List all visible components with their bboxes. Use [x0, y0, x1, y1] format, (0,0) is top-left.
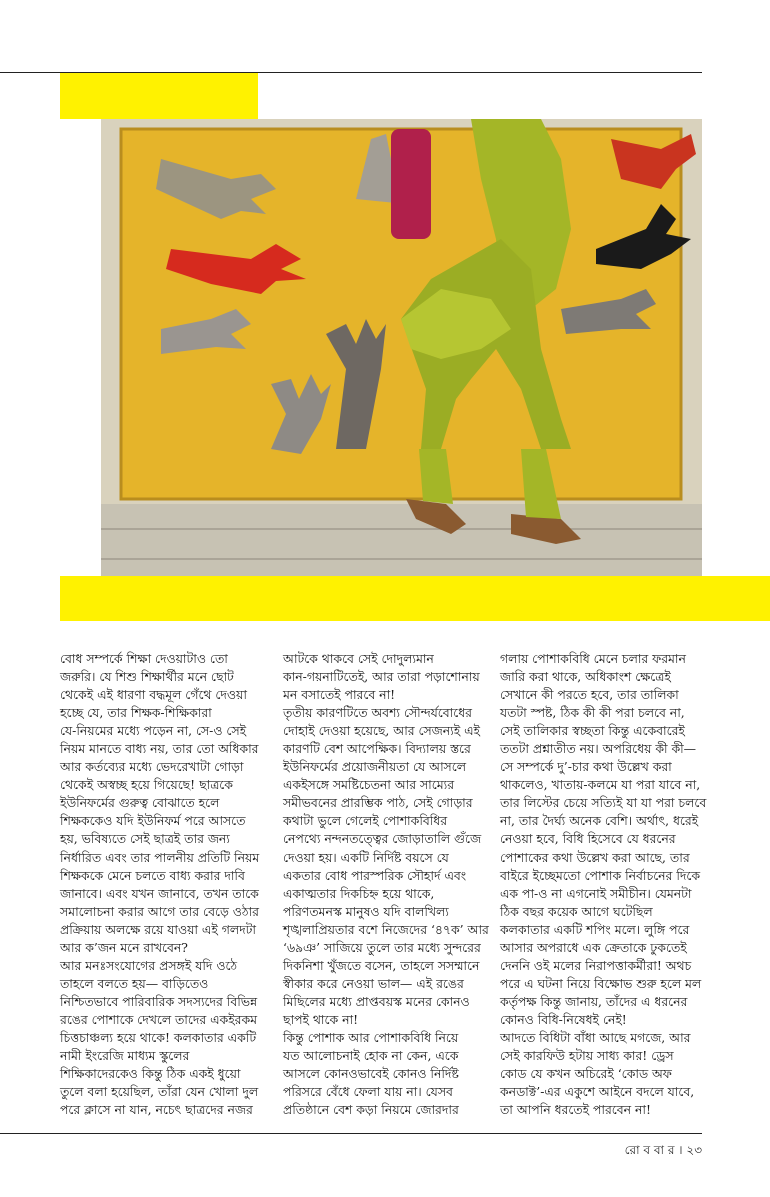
- yellow-accent-block: [60, 73, 258, 119]
- page-number: ২৩: [686, 1143, 702, 1157]
- yellow-accent-band: [60, 576, 770, 621]
- article-photo: [101, 119, 702, 576]
- footer-separator: ।: [678, 1143, 687, 1157]
- column-text: বোধ সম্পর্কে শিক্ষা দেওয়াটাও তো জরুরি। যে শিশু শিক্ষার্থীর মনে ছোট থেকেই এই ধারণা বদ্ধমূল গেঁথে দেওয়া হচ্ছে যে, তার শিক্ষক-শিক্ষিকারা যে-নিয়মের মধ্যে পড়েন না, সে-ও সেই নিয়ম মানতে বাধ্য নয়, তার তো অধিকার আর কর্তব্যের মধ্যে ভেদরেখাটা গোড়া থেকেই অস্বচ্ছ হয়ে গিয়েছে! ছাত্রকে ইউনিফর্মের গুরুত্ব বোঝাতে হলে শিক্ষককেও যদি ইউনিফর্ম পরে আসতে হয়, ভবিষ্যতে সেই ছাত্রই তার জন্য নির্ধারিত এবং তার পালনীয় প্রতিটি নিয়ম শিক্ষককে মেনে চলতে বাধ্য করার দাবি জানাবে। এবং যখন জানাবে, তখন তাকে সমালোচনা করার আগে তার বেড়ে ওঠার প্রক্রিয়ায় অলক্ষে রয়ে যাওয়া এই গলদটা আর ক’জন মনে রাখবেন? আর মনঃসংযোগের প্রসঙ্গই যদি ওঠে তাহলে বলতে হয়— বাড়িতেও নিশ্চিতভাবে পারিবারিক সদস্যদের বিভিন্ন রঙের পোশাকে দেখলে তাদের একইরকম চিত্তচাঞ্চল্য হয়ে থাকে! কলকাতার একটি নামী ইংরেজি মাধ্যম স্কুলের শিক্ষিকাদেরকেও কিন্তু ঠিক একই ধুয়ো তুলে বলা হয়েছিল, তাঁরা যেন খোলা দুল পরে ক্লাসে না যান, নচেৎ ছাত্রদের নজর: [60, 651, 260, 1118]
- bottom-rule: [0, 1133, 702, 1134]
- article-column-2: [283, 650, 493, 1119]
- column-text: আটকে থাকবে সেই দোদুল্যমান কান-গয়নাটিতেই, আর তারা পড়াশোনায় মন বসাতেই পারবে না! তৃতীয় কারণটিতে অবশ্য সৌন্দর্যবোধের দোহাই দেওয়া হয়েছে, আর সেজন্যই এই কারণটি বেশ আপেক্ষিক। বিদ্যালয় স্তরে ইউনিফর্মের প্রয়োজনীয়তা যে আসলে একইসঙ্গে সমষ্টিচেতনা আর সাম্যের সমীভবনের প্রারম্ভিক পাঠ, সেই গোড়ার কথাটা ভুলে গেলেই পোশাকবিধির নেপথ্যে নন্দনতত্ত্বের জোড়াতালি গুঁজে দেওয়া হয়। একটি নির্দিষ্ট বয়সে যে একতার বোধ পারস্পরিক সৌহার্দ এবং একাত্মতার দিকচিহ্ন হয়ে থাকে, পরিণতমনস্ক মানুষও যদি বালখিল্য শৃঙ্খলাপ্রিয়তার বশে নিজেদের ‘৪৭ক’ আর ‘৬৯ঞ’ সাজিয়ে তুলে তার মধ্যে সুন্দরের দিকনিশা খুঁজতে বসেন, তাহলে সসম্মানে স্বীকার করে নেওয়া ভাল— এই রঙের মিছিলের মধ্যে প্রাপ্তবয়স্ক মনের কোনও ছাপই থাকে না! কিন্তু পোশাক আর পোশাকবিধি নিয়ে যত আলোচনাই হোক না কেন, একে আসলে কোনওভাবেই কোনও নির্দিষ্ট পরিসরে বেঁধে ফেলা যায় না। যেসব প্রতিষ্ঠানে বেশ কড়া নিয়মে জোরদার: [283, 651, 489, 1118]
- column-text: গলায় পোশাকবিধি মেনে চলার ফরমান জারি করা থাকে, অধিকাংশ ক্ষেত্রেই সেখানে কী পরতে হবে, তার তালিকা যতটা স্পষ্ট, ঠিক কী কী পরা চলবে না, সেই তালিকার স্বচ্ছতা কিন্তু একেবারেই ততটা প্রশ্নাতীত নয়। অপরিধেয় কী কী— সে সম্পর্কে দু’-চার কথা উল্লেখ করা থাকলেও, খাতায়-কলমে যা পরা যাবে না, তার লিস্টের চেয়ে সত্যিই যা যা পরা চলবে না, তার দৈর্ঘ্য অনেক বেশি। অর্থাৎ, ধরেই নেওয়া হবে, বিধি হিসেবে যে ধরনের পোশাকের কথা উল্লেখ করা আছে, তার বাইরে ইচ্ছেমতো পোশাক নির্বাচনের দিকে এক পা-ও না এগনোই সমীচীন। যেমনটা ঠিক বছর কয়েক আগে ঘটেছিল কলকাতার একটি শপিং মলে। লুঙ্গি পরে আসার অপরাধে এক ক্রেতাকে ঢুকতেই দেননি ওই মলের নিরাপত্তাকর্মীরা! অথচ পরে এ ঘটনা নিয়ে বিক্ষোভ শুরু হলে মল কর্তৃপক্ষ কিন্তু জানায়, তাঁদের এ ধরনের কোনও বিধি-নিষেধই নেই! আদতে বিধিটা বাঁধা আছে মগজে, আর সেই কারফিউ হটায় সাধ্য কার! ড্রেস কোড যে কখন অচিরেই ‘কোড অফ কনডাক্ট’-এর একুশে আইনে বদলে যাবে, তা আপনি ধরতেই পারবেন না!: [500, 651, 707, 1118]
- section-name: রো ব বা র: [624, 1143, 675, 1157]
- article-column-1: [60, 650, 265, 1119]
- page-footer: [625, 1142, 702, 1162]
- article-column-3: [500, 650, 710, 1119]
